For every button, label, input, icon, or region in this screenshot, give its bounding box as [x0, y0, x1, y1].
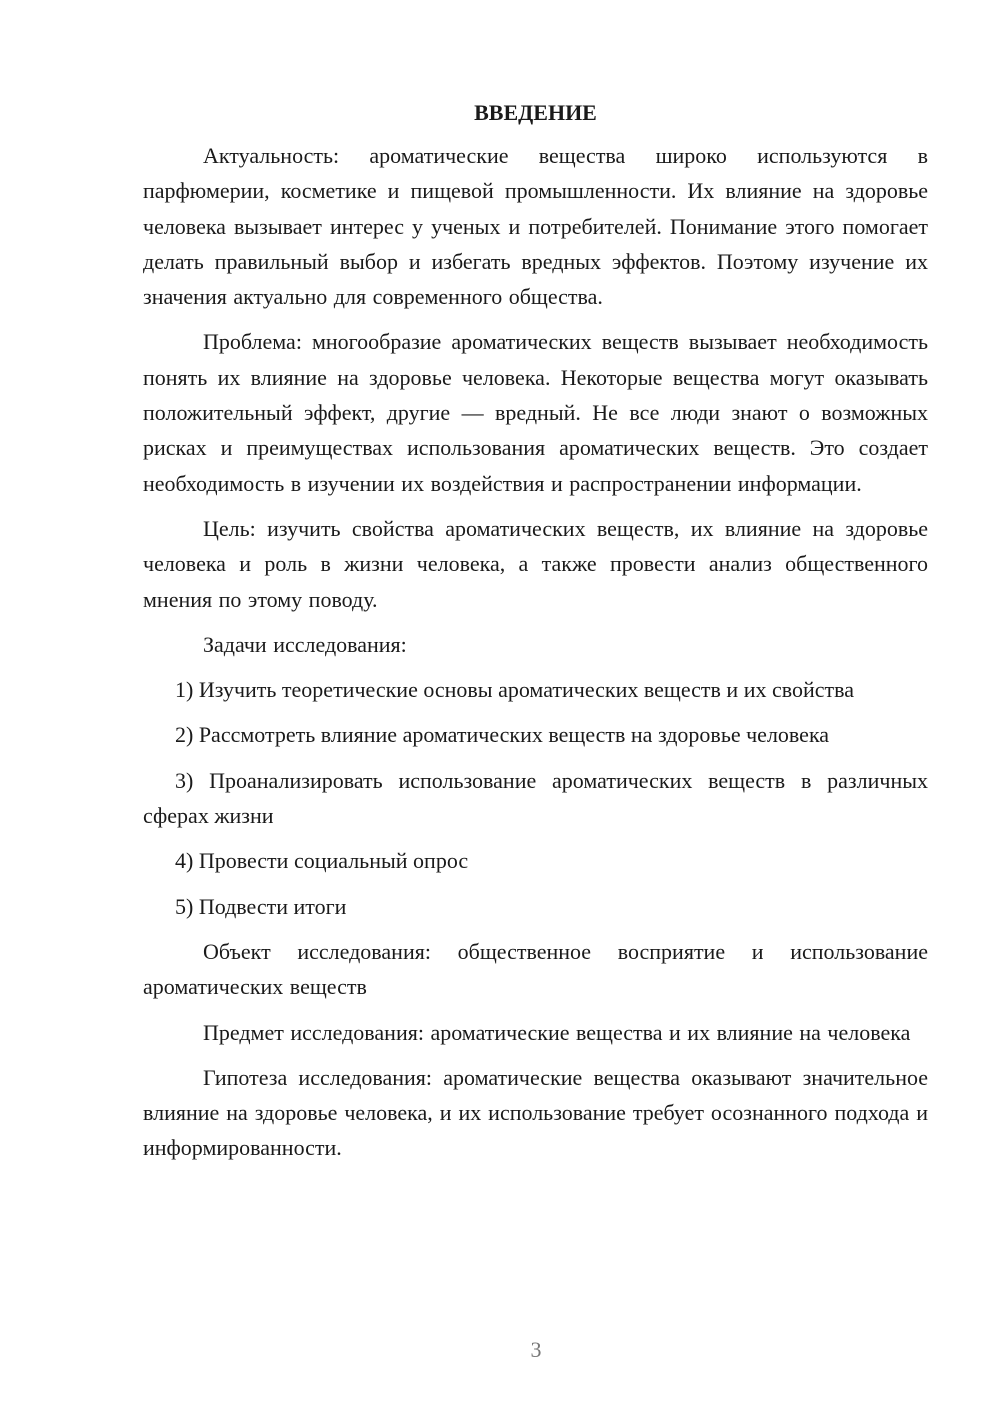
tasks-list — [143, 672, 928, 924]
task-item-5: 5) Подвести итоги — [175, 893, 347, 919]
task-item-3: 3) Проанализировать использование ароматических веществ в различных сферах жизни — [143, 767, 928, 829]
page-number: 3 — [530, 1337, 542, 1362]
page-title: ВВЕДЕНИЕ — [474, 100, 597, 125]
relevance-paragraph: Актуальность: ароматические вещества широко используются в парфюмерии, косметике и пищевой промышленности. Их влияние на здоровье человека вызывает интерес у ученых и потребителей. Понимание этого помогает делать правильный выбор и избегать вредных эффектов. Поэтому изучение их значения актуально для современного общества. — [143, 143, 928, 310]
subject-paragraph: Предмет исследования: ароматические вещества и их влияние на человека — [203, 1019, 911, 1045]
task-item-2: 2) Рассмотреть влияние ароматических веществ на здоровье человека — [175, 722, 830, 748]
task-item-1: 1) Изучить теоретические основы ароматических веществ и их свойства — [175, 677, 854, 703]
problem-paragraph: Проблема: многообразие ароматических веществ вызывает необходимость понять их влияние на здоровье человека. Некоторые вещества могут оказывать положительный эффект, другие — вредный. Не все люди знают о возможных рисках и преимуществах использования ароматических веществ. Это создает необходимость в изучении их воздействия и распространении информации. — [143, 329, 928, 496]
task-item-4: 4) Провести социальный опрос — [175, 848, 469, 874]
tasks-heading: Задачи исследования: — [203, 631, 407, 657]
hypothesis-paragraph: Гипотеза исследования: ароматические вещества оказывают значительное влияние на здоровье человека, и их использование требует осознанного подхода и информированности. — [143, 1064, 928, 1161]
object-paragraph: Объект исследования: общественное восприятие и использование ароматических веществ — [143, 938, 928, 1000]
goal-paragraph: Цель: изучить свойства ароматических веществ, их влияние на здоровье человека и роль в жизни человека, а также провести анализ общественного мнения по этому поводу. — [143, 515, 928, 612]
